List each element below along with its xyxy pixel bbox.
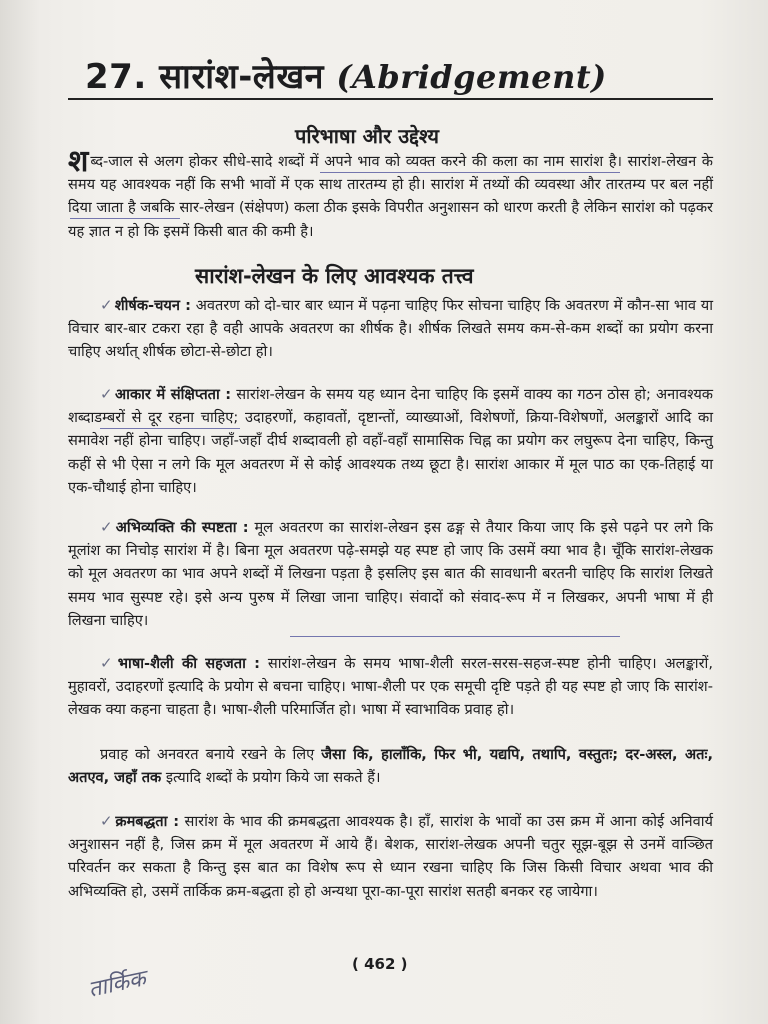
element-term: आकार में संक्षिप्तता : (115, 386, 232, 403)
section-heading-definition: परिभाषा और उद्देश्य (295, 124, 440, 148)
connector-paragraph (68, 743, 713, 789)
element-text: मूल अवतरण का सारांश-लेखन इस ढङ्ग से तैयार किया जाए कि इसे पढ़ने पर लगे कि मूलांश का निचोड़ सारांश में है। बिना मूल अवतरण पढ़े-समझे यह स्पष्ट हो जाए कि उसमें क्या भाव है। चूँकि सारांश-लेखक को मूल अवतरण का भाव अपने शब्दों में लिखना पड़ता है इसलिए इस बात की सावधानी बरतनी चाहिए कि सारांश लिखते समय भाव सुस्पष्ट रहे। इसे अन्य पुरुष में लिखा जाना चाहिए। संवादों को संवाद-रूप में न लिखकर, अपनी भाषा में ही लिखना चाहिए। (68, 519, 714, 629)
connector-text-a: प्रवाह को अनवरत बनाये रखने के लिए (100, 746, 322, 763)
element-paragraph (68, 516, 713, 632)
title-underline (68, 98, 713, 100)
handwritten-note: तार्किक (86, 966, 149, 1003)
check-mark-icon: ✓ (100, 654, 116, 672)
check-mark-icon: ✓ (100, 385, 114, 403)
element-paragraph (68, 383, 713, 499)
connector-text-b: इत्यादि शब्दों के प्रयोग किये जा सकते हैं। (161, 769, 381, 787)
chapter-title (85, 52, 725, 98)
check-mark-icon: ✓ (100, 518, 114, 536)
element-paragraph (68, 652, 713, 722)
pen-underline (100, 428, 240, 429)
element-term: भाषा-शैली की सहजता : (117, 655, 260, 672)
chapter-title-english: (Abridgement) (336, 58, 607, 96)
connector-words: जैसा कि, हालाँकि, फिर भी, यद्यपि, तथापि, वस्तुतः; दर-अस्ल, अतः, अतएव, जहाँ तक (68, 746, 713, 787)
check-mark-icon: ✓ (100, 812, 114, 830)
pen-underline (290, 636, 620, 637)
page-number: ( 462 ) (352, 955, 408, 973)
element-text: सारांश के भाव की क्रमबद्धता आवश्यक है। हाँ, सारांश के भावों का उस क्रम में आना कोई अनिवार्य अनुशासन नहीं है, जिस क्रम में मूल अवतरण में आये हैं। बेशक, सारांश-लेखक अपनी चतुर सूझ-बूझ से उनमें वाञ्छित परिवर्तन कर सकता है किन्तु इस बात का विशेष रूप से ध्यान रखना चाहिए कि जिस किसी विचार अथवा भाव की अभिव्यक्ति हो, उसमें तार्किक क्रम-बद्धता हो हो अन्यथा पूरा-का-पूरा सारांश सतही बनकर रह जायेगा। (68, 813, 713, 900)
element-term: शीर्षक-चयन : (114, 297, 191, 314)
element-text: सारांश-लेखन के समय भाषा-शैली सरल-सरस-सहज-स्पष्ट होनी चाहिए। अलङ्कारों, मुहावरों, उदाहरणों इत्यादि के प्रयोग से बचना चाहिए। भाषा-शैली पर एक समूची दृष्टि पड़ते ही यह स्पष्ट हो जाए कि सारांश-लेखक क्या कहना चाहता है। भाषा-शैली परिमार्जित हो। भाषा में स्वाभाविक प्रवाह हो। (68, 655, 713, 719)
element-paragraph (68, 810, 713, 903)
drop-cap: श (68, 144, 89, 179)
chapter-title-hindi: 27. सारांश-लेखन (85, 57, 325, 97)
element-paragraph (68, 294, 713, 364)
element-term: अभिव्यक्ति की स्पष्टता : (115, 519, 249, 536)
definition-text: ब्द-जाल से अलग होकर सीधे-सादे शब्दों में अपने भाव को व्यक्त करने की कला का नाम सारांश है। सारांश-लेखन के समय यह आवश्यक नहीं कि सभी भावों में एक साथ तारतम्य हो ही। सारांश में तथ्यों की व्यवस्था और तारतम्य पर बल नहीं दिया जाता है जबकि सार-लेखन (संक्षेपण) कला ठीक इसके विपरीत अनुशासन को धारण करती है लेकिन सारांश को पढ़कर यह ज्ञात न हो कि इसमें किसी बात की कमी है। (68, 153, 713, 240)
pen-underline (70, 218, 180, 219)
section-heading-elements: सारांश-लेखन के लिए आवश्यक तत्त्व (195, 264, 474, 288)
element-text: सारांश-लेखन के समय यह ध्यान देना चाहिए कि इसमें वाक्य का गठन ठोस हो; अनावश्यक शब्दाडम्बरों से दूर रहना चाहिए; उदाहरणों, कहावतों, दृष्टान्तों, व्याख्याओं, विशेषणों, क्रिया-विशेषणों, अलङ्कारों आदि का समावेश नहीं होना चाहिए। जहाँ-जहाँ दीर्घ शब्दावली हो वहाँ-वहाँ सामासिक चिह्न का प्रयोग कर लघुरूप देना चाहिए, किन्तु कहीं से भी ऐसा न लगे कि मूल अवतरण में से कोई आवश्यक तथ्य छूटा है। सारांश आकार में मूल पाठ का एक-तिहाई या एक-चौथाई होना चाहिए। (68, 386, 714, 496)
element-text: अवतरण को दो-चार बार ध्यान में पढ़ना चाहिए फिर सोचना चाहिए कि अवतरण में कौन-सा भाव या विचार बार-बार टकरा रहा है वही आपके अवतरण का शीर्षक है। शीर्षक लिखते समय कम-से-कम शब्दों का प्रयोग करना चाहिए अर्थात् शीर्षक छोटा-से-छोटा हो। (68, 297, 713, 361)
check-mark-icon: ✓ (100, 296, 113, 314)
element-term: क्रमबद्धता : (115, 813, 180, 830)
definition-paragraph (68, 144, 713, 243)
pen-underline (320, 172, 620, 173)
